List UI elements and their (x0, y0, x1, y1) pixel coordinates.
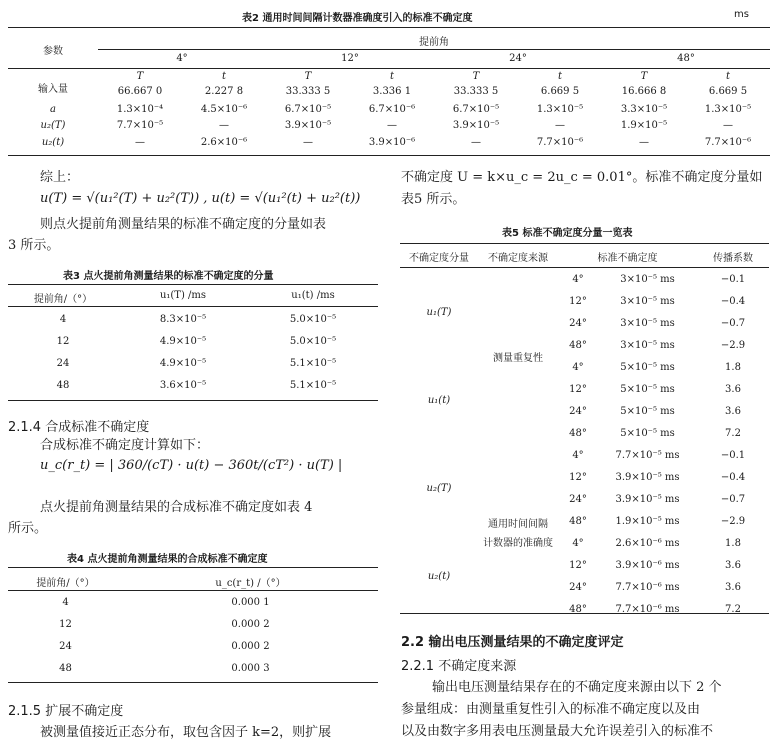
table4-cell: 12 (59, 619, 72, 630)
table5-header: 不确定度来源 (488, 252, 548, 264)
table2-cell: 3.9×10⁻⁶ (368, 137, 416, 148)
table5-angle: 12° (569, 471, 587, 483)
table5-coefficient: −2.9 (720, 339, 746, 351)
table5-angle: 48° (569, 339, 587, 351)
table2-cell: 1.3×10⁻⁵ (704, 104, 752, 115)
table2-cell: 4.5×10⁻⁶ (200, 104, 248, 115)
table5-header: 传播系数 (713, 252, 753, 264)
section-2-1-5: 2.1.5 扩展不确定度 (8, 704, 124, 719)
table3-cell: 48 (56, 380, 70, 391)
table4-cell: 24 (59, 641, 72, 652)
table2-cell: 2.227 8 (204, 86, 244, 97)
table2-row-label: a (50, 104, 56, 115)
table2-cell: t (389, 71, 395, 82)
table2-cell: 33.333 5 (453, 86, 499, 97)
table5-coefficient: 1.8 (725, 361, 741, 373)
table4-header: u_c(r_t) /（°） (215, 578, 286, 589)
table5-top-rule (400, 243, 769, 244)
table5-header: 标准不确定度 (597, 252, 658, 264)
table2-group-header: 提前角 (419, 37, 449, 48)
table5-row (400, 356, 769, 378)
table4-top-rule (8, 567, 378, 568)
para-table5-ref: 表5 所示。 (401, 192, 466, 207)
table3-header: 提前角/（°） (33, 294, 93, 305)
table2-cell: 6.669 5 (708, 86, 748, 97)
table3-cell: 5.1×10⁻⁵ (289, 358, 337, 369)
formula-uc-text: u_c(r_t) = | 360/(cT) · u(t) − 360t/(cT²) · u(T) | (40, 458, 343, 473)
para-sources-cont: 参量组成：由测量重复性引入的标准不确定度以及由 (401, 702, 701, 717)
table2-row-label: u₂(T) (40, 120, 66, 131)
table2-angle: 48° (677, 53, 695, 64)
table5-component: u₁(T) (426, 306, 452, 318)
table5-body (400, 268, 769, 621)
table4-cell: 0.000 2 (231, 619, 270, 630)
table2-cell: — (387, 120, 397, 131)
table5-source-line: 计数器的准确度 (483, 538, 553, 549)
table5-value: 3×10⁻⁵ ms (620, 273, 675, 285)
table5-value: 3.9×10⁻⁶ ms (615, 559, 680, 571)
table4-caption: 表4 点火提前角测量结果的合成标准不确定度 (67, 554, 268, 565)
table5 (400, 245, 769, 620)
table5-angle: 12° (569, 295, 587, 307)
table5-row (400, 532, 769, 554)
table2-angle: 4° (176, 53, 188, 64)
table3-cell: 5.1×10⁻⁵ (289, 380, 337, 391)
table2-param-header: 参数 (43, 46, 63, 57)
table5-value: 5×10⁻⁵ ms (620, 405, 675, 417)
table5-coefficient: −2.9 (720, 515, 746, 527)
table2-cell: T (472, 71, 480, 82)
table3-header-rule (8, 306, 378, 307)
table2-row-label: u₂(t) (41, 137, 65, 148)
table2-cell: 3.9×10⁻⁵ (284, 120, 332, 131)
table5-coefficient: 1.8 (725, 537, 741, 549)
table4-cell: 0.000 1 (231, 597, 270, 608)
table2-cell: t (725, 71, 731, 82)
section-2-2-1: 2.2.1 不确定度来源 (401, 659, 517, 674)
table5-angle: 12° (569, 383, 587, 395)
table5-value: 7.7×10⁻⁶ ms (615, 603, 680, 615)
table2-cell: 6.7×10⁻⁵ (452, 104, 500, 115)
table2-cell: t (221, 71, 227, 82)
table3-cell: 12 (56, 336, 70, 347)
table2-cell: 16.666 8 (621, 86, 667, 97)
table5-angle: 4° (572, 449, 584, 461)
table5-coefficient: −0.4 (720, 295, 746, 307)
para-expanded: 被测量值接近正态分布，取包含因子 k=2，则扩展 (40, 725, 332, 740)
table5-source: 测量重复性 (493, 352, 543, 364)
table2-cell: 1.9×10⁻⁵ (620, 120, 668, 131)
table5-header: 不确定度分量 (409, 252, 469, 264)
table5-value: 3×10⁻⁵ ms (620, 295, 675, 307)
table5-row (400, 444, 769, 466)
section-2-2: 2.2 输出电压测量结果的不确定度评定 (401, 635, 624, 650)
table5-row (400, 268, 769, 291)
table3-cell: 5.0×10⁻⁵ (289, 336, 337, 347)
table5-angle: 48° (569, 427, 587, 439)
table3-cell: 8.3×10⁻⁵ (159, 314, 207, 325)
para-combined: 合成标准不确定度计算如下： (40, 438, 210, 453)
table5-angle: 24° (569, 317, 587, 329)
table5-coefficient: 3.6 (725, 559, 741, 571)
table2-cell: 7.7×10⁻⁶ (536, 137, 584, 148)
table2-cell: T (136, 71, 144, 82)
table2-caption: 表2 通用时间间隔计数器准确度引入的标准不确定度 (242, 13, 473, 24)
table2-row-label: 输入量 (38, 84, 68, 95)
para-sources-cont2: 以及由数字多用表电压测量最大允许误差引入的标准不 (401, 724, 714, 739)
table5-coefficient: 3.6 (725, 405, 741, 417)
table5-source-line: 通用时间间隔 (488, 519, 548, 530)
table2-cell: 66.667 0 (117, 86, 163, 97)
formula-u (40, 191, 360, 206)
table5-angle: 4° (572, 537, 584, 549)
table3-cell: 5.0×10⁻⁵ (289, 314, 337, 325)
table2-cell: T (640, 71, 648, 82)
table5-angle: 24° (569, 405, 587, 417)
table2-cell: 6.7×10⁻⁵ (284, 104, 332, 115)
table5-angle: 4° (572, 361, 584, 373)
table5-coefficient: −0.4 (720, 471, 746, 483)
table5-value: 3×10⁻⁵ ms (620, 339, 675, 351)
table5-coefficient: −0.7 (720, 317, 746, 329)
table3-caption: 表3 点火提前角测量结果的标准不确定度的分量 (63, 271, 274, 282)
table2-cell: — (135, 137, 145, 148)
table4-cell: 0.000 3 (231, 663, 270, 674)
table5-angle: 24° (569, 581, 587, 593)
table5-value: 1.9×10⁻⁵ ms (615, 515, 680, 527)
table2-cell: 3.9×10⁻⁵ (452, 120, 500, 131)
table5-coefficient: 3.6 (725, 581, 741, 593)
table5-coefficient: −0.7 (720, 493, 746, 505)
table5-bottom-rule (400, 613, 769, 614)
table5-value: 2.6×10⁻⁶ ms (615, 537, 680, 549)
table3-cell: 24 (56, 358, 70, 369)
table2-cell: 7.7×10⁻⁶ (704, 137, 752, 148)
table2-cell: — (219, 120, 229, 131)
para-table3-ref: 则点火提前角测量结果的标准不确定度的分量如表 (40, 217, 327, 232)
table5-angle: 24° (569, 493, 587, 505)
table2-cell: T (304, 71, 312, 82)
table5-angle: 4° (572, 273, 584, 285)
formula-uc (40, 458, 342, 473)
table5-value: 3×10⁻⁵ ms (620, 317, 675, 329)
table2-angle: 24° (509, 53, 527, 64)
table4-cell: 48 (59, 663, 72, 674)
table2-cell: 6.669 5 (540, 86, 580, 97)
table2-cell: 6.7×10⁻⁶ (368, 104, 416, 115)
table2-cell: — (723, 120, 733, 131)
table2-cell: — (555, 120, 565, 131)
table2-unit: ms (734, 9, 749, 20)
table5-component: u₁(t) (427, 394, 451, 406)
table3-bottom-rule (8, 400, 378, 401)
table2-cell: — (303, 137, 313, 148)
table4-header-rule (8, 590, 378, 591)
table3-header: u₁(T) /ms (159, 290, 207, 301)
table5-source (478, 444, 558, 620)
table3-cell: 4.9×10⁻⁵ (159, 358, 207, 369)
table5-angle: 48° (569, 603, 587, 615)
table2-header-rule (8, 68, 770, 69)
table4-header: 提前角/（°） (36, 578, 95, 589)
table5-value: 3.9×10⁻⁵ ms (615, 493, 680, 505)
para-table4-ref: 点火提前角测量结果的合成标准不确定度如表 4 (40, 500, 313, 515)
table5-value: 5×10⁻⁵ ms (620, 427, 675, 439)
para-expanded-cont: 不确定度 U = k×u_c = 2u_c = 0.01°。标准不确定度分量如 (401, 170, 763, 185)
table2-cell: 33.333 5 (285, 86, 331, 97)
table5-value: 7.7×10⁻⁵ ms (615, 449, 680, 461)
table5-caption: 表5 标准不确定度分量一览表 (502, 228, 633, 239)
table2-cell: 3.3×10⁻⁵ (620, 104, 668, 115)
table5-coefficient: 7.2 (725, 603, 741, 615)
table2-cell: 3.336 1 (372, 86, 412, 97)
table2-group-rule (98, 49, 770, 50)
table5-value: 5×10⁻⁵ ms (620, 383, 675, 395)
table5-component: u₂(t) (427, 570, 451, 582)
para-table3-ref-cont: 3 所示。 (8, 238, 60, 253)
table3-cell: 4 (59, 314, 67, 325)
table5-angle: 12° (569, 559, 587, 571)
table5-grid (400, 245, 769, 620)
table2-cell: t (557, 71, 563, 82)
para-sources: 输出电压测量结果存在的不确定度来源由以下 2 个 (432, 680, 722, 695)
table2-cell: 7.7×10⁻⁵ (116, 120, 164, 131)
table5-component: u₂(T) (426, 482, 452, 494)
table4-bottom-rule (8, 682, 378, 683)
formula-u-text: u(T) = √(u₁²(T) + u₂²(T)) , u(t) = √(u₁²(t) + u₂²(t)) (40, 191, 361, 206)
table5-value: 5×10⁻⁵ ms (620, 361, 675, 373)
table2-top-rule (8, 27, 770, 28)
table5-value: 7.7×10⁻⁶ ms (615, 581, 680, 593)
table5-angle: 48° (569, 515, 587, 527)
table5-coefficient: 7.2 (725, 427, 741, 439)
table2-cell: — (471, 137, 481, 148)
table5-value: 3.9×10⁻⁵ ms (615, 471, 680, 483)
table5-coefficient: 3.6 (725, 383, 741, 395)
table2-cell: 1.3×10⁻⁴ (116, 104, 164, 115)
table3-top-rule (8, 284, 378, 285)
table2-angle: 12° (341, 53, 359, 64)
table2-cell: 1.3×10⁻⁵ (536, 104, 584, 115)
table2-bottom-rule (8, 155, 770, 156)
table3-header: u₁(t) /ms (291, 290, 335, 301)
summary-text: 综上： (40, 170, 80, 185)
para-table4-ref-cont: 所示。 (8, 521, 48, 536)
table2-cell: — (639, 137, 649, 148)
table5-coefficient: −0.1 (720, 273, 746, 285)
table3-cell: 3.6×10⁻⁵ (159, 380, 207, 391)
table5-coefficient: −0.1 (720, 449, 746, 461)
table2-cell: 2.6×10⁻⁶ (200, 137, 248, 148)
table3-cell: 4.9×10⁻⁵ (159, 336, 207, 347)
table4-cell: 4 (62, 597, 69, 608)
table4-cell: 0.000 2 (231, 641, 270, 652)
section-2-1-4: 2.1.4 合成标准不确定度 (8, 420, 150, 435)
